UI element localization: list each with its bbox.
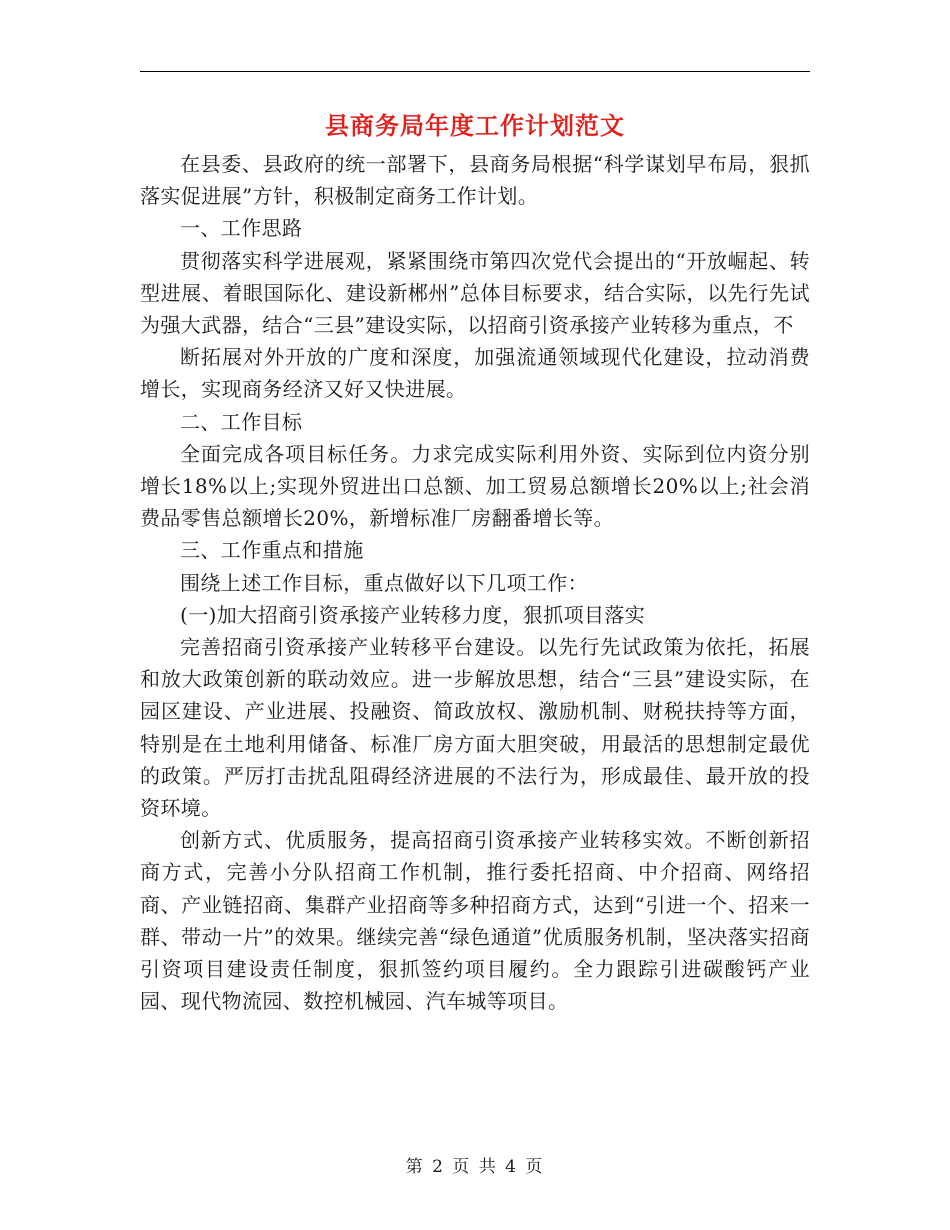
paragraph-approach-cont: 断拓展对外开放的广度和深度，加强流通领域现代化建设，拉动消费增长，实现商务经济又好又快进展。	[140, 345, 810, 402]
paragraph-intro: 在县委、县政府的统一部署下，县商务局根据“科学谋划早布局，狠抓落实促进展”方针，积极制定商务工作计划。	[140, 152, 810, 209]
paragraph-innovation: 创新方式、优质服务，提高招商引资承接产业转移实效。不断创新招商方式，完善小分队招商工作机制，推行委托招商、中介招商、网络招商、产业链招商、集群产业招商等多种招商方式，达到“引进一个、招来一群、带动一片”的效果。继续完善“绿色通道”优质服务机制，坚决落实招商引资项目建设责任制度，狠抓签约项目履约。全力跟踪引进碳酸钙产业园、现代物流园、数控机械园、汽车城等项目。	[140, 828, 810, 1014]
paragraph-platform: 完善招商引资承接产业转移平台建设。以先行先试政策为依托，拓展和放大政策创新的联动效应。进一步解放思想，结合“三县”建设实际，在园区建设、产业进展、投融资、简政放权、激励机制、财税扶持等方面，特别是在土地利用储备、标准厂房方面大胆突破，用最活的思想制定最优的政策。严厉打击扰乱阻碍经济进展的不法行为，形成最佳、最开放的投资环境。	[140, 635, 810, 821]
section-heading-1: 一、工作思路	[180, 216, 303, 241]
paragraph-lead-in: 围绕上述工作目标，重点做好以下几项工作：	[180, 570, 588, 595]
header-rule	[140, 71, 810, 72]
page-number-footer: 第 2 页 共 4 页	[405, 1157, 545, 1177]
paragraph-approach: 贯彻落实科学进展观，紧紧围绕市第四次党代会提出的“开放崛起、转型进展、着眼国际化、建设新郴州”总体目标要求，结合实际，以先行先试为强大武器，结合“三县”建设实际，以招商引资承接产业转移为重点，不	[140, 248, 810, 338]
section-heading-3: 三、工作重点和措施	[180, 538, 364, 563]
subsection-heading-1: (一)加大招商引资承接产业转移力度，狠抓项目落实	[180, 602, 646, 627]
document-body	[140, 148, 810, 1017]
paragraph-targets: 全面完成各项目标任务。力求完成实际利用外资、实际到位内资分别增长18%以上;实现外贸进出口总额、加工贸易总额增长20%以上;社会消费品零售总额增长20%，新增标准厂房翻番增长等。	[140, 441, 810, 531]
document-title: 县商务局年度工作计划范文	[325, 111, 625, 140]
section-heading-2: 二、工作目标	[180, 409, 303, 434]
